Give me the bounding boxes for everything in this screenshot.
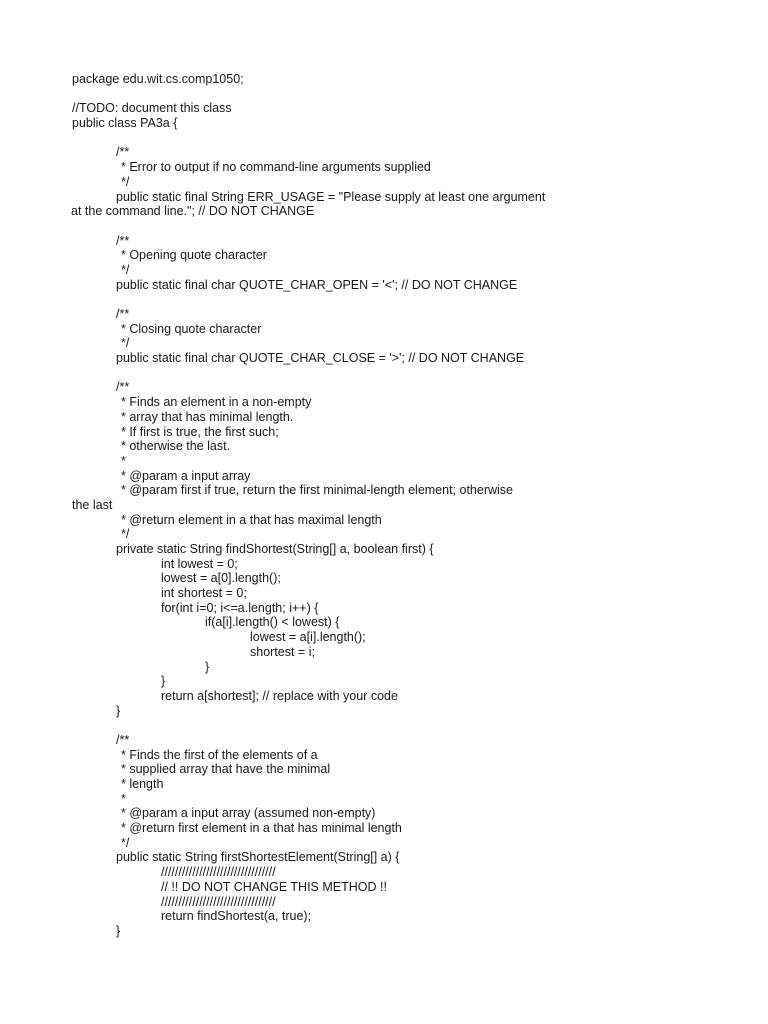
code-line: }	[205, 659, 210, 674]
code-line: /////////////////////////////////	[161, 865, 276, 880]
code-line: return findShortest(a, true);	[161, 909, 312, 924]
err-usage-block	[72, 145, 712, 218]
quote-open-block	[72, 234, 712, 293]
doc-close: */	[121, 262, 130, 277]
code-line: return a[shortest]; // replace with your code	[161, 688, 398, 703]
doc-param: * @param a input array	[121, 468, 251, 483]
blank-line	[72, 219, 712, 234]
quote-close-block	[72, 307, 712, 366]
doc-param: * @param a input array (assumed non-empty)	[121, 806, 376, 821]
doc-return: * @return first element in a that has minimal length	[121, 821, 402, 836]
doc-close: */	[121, 527, 130, 542]
doc-open: /**	[116, 233, 130, 248]
method-close: }	[116, 703, 121, 718]
doc-line: * Finds the first of the elements of a	[121, 747, 318, 762]
err-usage-declaration: public static final String ERR_USAGE = "Please supply at least one argument	[116, 189, 546, 204]
doc-open: /**	[116, 732, 130, 747]
first-shortest-block	[72, 733, 712, 939]
code-line: int shortest = 0;	[161, 586, 247, 601]
doc-blank: *	[121, 453, 126, 468]
code-line: int lowest = 0;	[161, 556, 238, 571]
doc-close: */	[121, 835, 130, 850]
blank-line	[72, 366, 712, 381]
doc-open: /**	[116, 380, 130, 395]
doc-close: */	[121, 174, 130, 189]
doc-param-continued: the last	[72, 497, 113, 512]
code-document	[72, 72, 712, 939]
method-signature: private static String findShortest(String[] a, boolean first) {	[116, 542, 434, 556]
blank-line	[72, 131, 712, 146]
doc-text: * Closing quote character	[121, 321, 262, 336]
doc-line: * array that has minimal length.	[121, 409, 294, 424]
code-line: // !! DO NOT CHANGE THIS METHOD !!	[161, 879, 387, 894]
blank-line	[72, 87, 712, 102]
class-declaration: public class PA3a {	[72, 116, 178, 131]
doc-return: * @return element in a that has maximal length	[121, 512, 382, 527]
code-line: }	[161, 674, 166, 689]
doc-line: * If first is true, the first such;	[121, 424, 279, 439]
doc-line: * length	[121, 777, 164, 791]
doc-line: * otherwise the last.	[121, 439, 231, 454]
doc-text: * Opening quote character	[121, 248, 267, 263]
blank-line	[72, 718, 712, 733]
package-line: package edu.wit.cs.comp1050;	[72, 72, 244, 86]
doc-close: */	[121, 336, 130, 351]
doc-open: /**	[116, 145, 130, 160]
code-line: lowest = a[0].length();	[161, 571, 281, 586]
doc-param: * @param first if true, return the first minimal-length element; otherwise	[121, 483, 513, 498]
method-signature: public static String firstShortestElement(String[] a) {	[116, 850, 400, 865]
find-shortest-block	[72, 380, 712, 718]
doc-line: * supplied array that have the minimal	[121, 762, 331, 777]
method-close: }	[116, 923, 121, 938]
quote-close-declaration: public static final char QUOTE_CHAR_CLOSE = '>'; // DO NOT CHANGE	[116, 351, 525, 366]
doc-text: * Error to output if no command-line arguments supplied	[121, 160, 431, 175]
code-line: /////////////////////////////////	[161, 894, 276, 909]
doc-blank: *	[121, 791, 126, 806]
code-line: shortest = i;	[250, 644, 315, 659]
blank-line	[72, 292, 712, 307]
err-usage-declaration-continued: at the command line."; // DO NOT CHANGE	[71, 204, 315, 219]
todo-comment: //TODO: document this class	[72, 101, 232, 116]
doc-open: /**	[116, 307, 130, 321]
code-line: lowest = a[i].length();	[250, 630, 366, 645]
code-line: if(a[i].length() < lowest) {	[205, 615, 340, 630]
doc-line: * Finds an element in a non-empty	[121, 395, 312, 410]
quote-open-declaration: public static final char QUOTE_CHAR_OPEN = '<'; // DO NOT CHANGE	[116, 277, 518, 292]
code-line: for(int i=0; i<=a.length; i++) {	[161, 600, 319, 615]
